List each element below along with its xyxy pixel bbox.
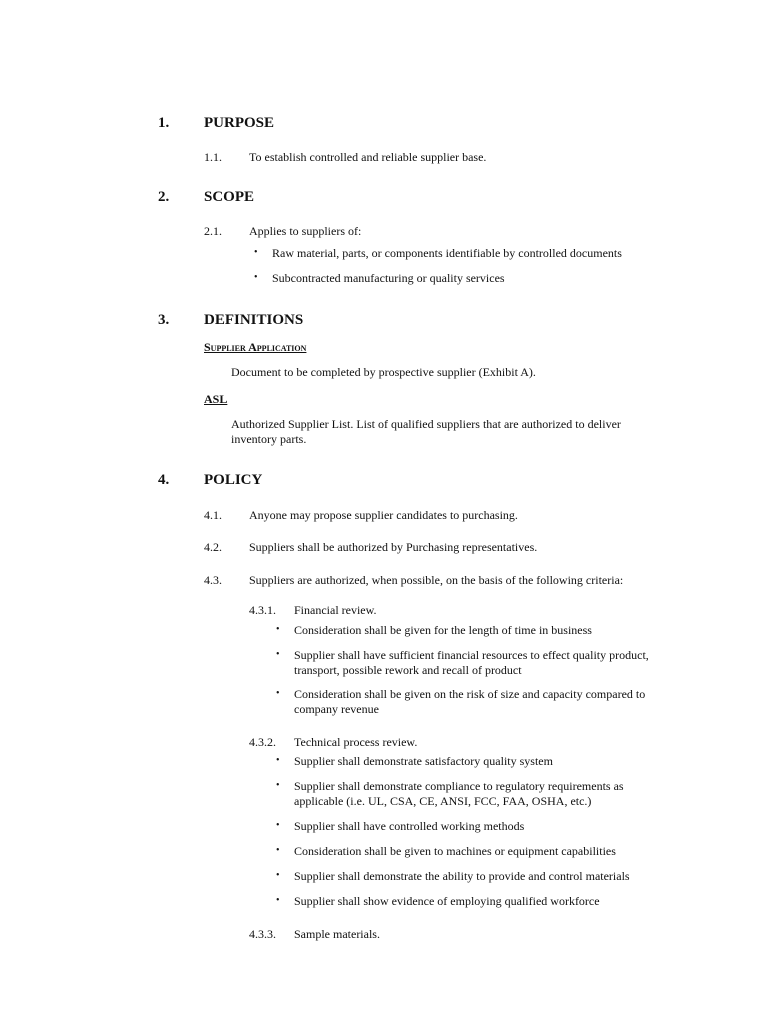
item-4-1-number: 4.1. [204,508,222,522]
item-4-3-3-number: 4.3.3. [249,927,276,941]
item-4-3-1-text: Financial review. [294,603,377,617]
list-item: Consideration shall be given to machines or equipment capabilities [294,844,616,858]
list-item-continuation: company revenue [294,702,379,716]
list-item-continuation: transport, possible rework and recall of product [294,663,522,677]
definition-term-supplier-application: Supplier Application [204,340,307,354]
item-2-1-text: Applies to suppliers of: [249,224,362,238]
section-3-title: DEFINITIONS [204,312,304,328]
bullet-icon: • [276,820,280,831]
item-4-2-number: 4.2. [204,540,222,554]
bullet-icon: • [276,624,280,635]
item-4-3-1-number: 4.3.1. [249,603,276,617]
item-2-1-number: 2.1. [204,224,222,238]
item-1-1-number: 1.1. [204,150,222,164]
list-item: Consideration shall be given for the length of time in business [294,623,592,637]
list-item: Supplier shall demonstrate compliance to regulatory requirements as [294,779,624,793]
bullet-icon: • [254,272,258,283]
bullet-icon: • [276,688,280,699]
section-2-title: SCOPE [204,189,255,205]
list-item: Supplier shall have sufficient financial resources to effect quality product, [294,648,649,662]
definition-text: inventory parts. [231,432,307,446]
section-1-number: 1. [158,115,170,131]
list-item: Supplier shall demonstrate the ability to provide and control materials [294,869,630,883]
bullet-icon: • [276,870,280,881]
item-4-2-text: Suppliers shall be authorized by Purchasing representatives. [249,540,538,554]
bullet-icon: • [254,247,258,258]
item-4-3-text: Suppliers are authorized, when possible, on the basis of the following criteria: [249,573,624,587]
item-4-3-3-text: Sample materials. [294,927,380,941]
item-4-3-number: 4.3. [204,573,222,587]
bullet-icon: • [276,845,280,856]
list-item: Subcontracted manufacturing or quality services [272,271,505,285]
item-4-3-2-text: Technical process review. [294,735,418,749]
item-4-1-text: Anyone may propose supplier candidates to purchasing. [249,508,518,522]
list-item: Consideration shall be given on the risk of size and capacity compared to [294,687,646,701]
definition-text: Document to be completed by prospective supplier (Exhibit A). [231,365,536,379]
bullet-icon: • [276,755,280,766]
list-item: Supplier shall show evidence of employing qualified workforce [294,894,600,908]
section-3-number: 3. [158,312,170,328]
section-4-title: POLICY [204,472,263,488]
definition-term-asl: ASL [204,392,228,406]
list-item-continuation: applicable (i.e. UL, CSA, CE, ANSI, FCC, FAA, OSHA, etc.) [294,794,592,808]
list-item: Supplier shall have controlled working methods [294,819,525,833]
section-4-number: 4. [158,472,170,488]
list-item: Raw material, parts, or components identifiable by controlled documents [272,246,622,260]
item-1-1-text: To establish controlled and reliable supplier base. [249,150,487,164]
section-1-title: PURPOSE [204,115,275,131]
list-item: Supplier shall demonstrate satisfactory quality system [294,754,553,768]
bullet-icon: • [276,649,280,660]
section-2-number: 2. [158,189,170,205]
bullet-icon: • [276,780,280,791]
bullet-icon: • [276,895,280,906]
definition-text: Authorized Supplier List. List of qualified suppliers that are authorized to deliver [231,417,621,431]
item-4-3-2-number: 4.3.2. [249,735,276,749]
